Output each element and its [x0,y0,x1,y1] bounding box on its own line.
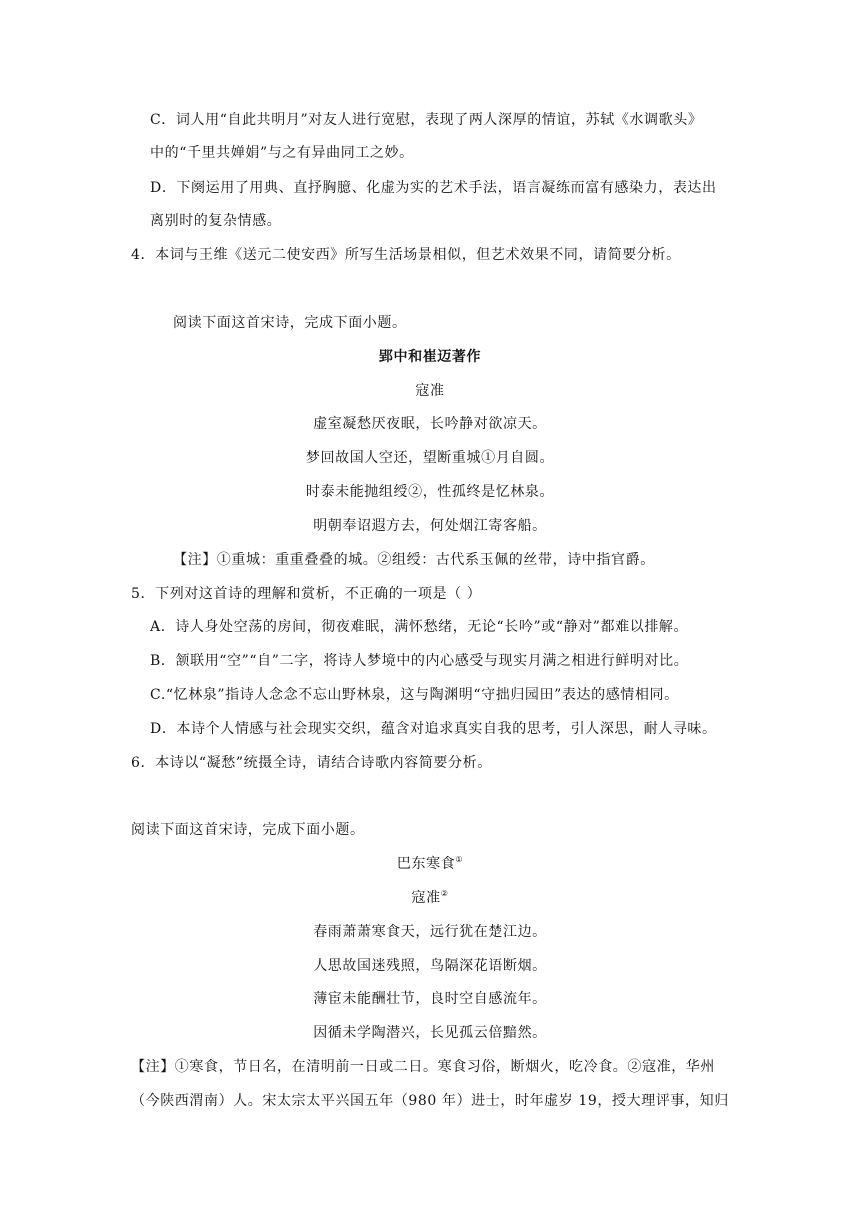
poem-verse: 虚室凝愁厌夜眠，长吟静对欲凉天。 [313,416,547,432]
question-5: 5．下列对这首诗的理解和赏析，不正确的一项是（ ） [131,586,482,602]
poem-author: 寇准 [415,383,445,399]
poem-verse: 薄宦未能酬壮节，良时空自感流年。 [313,991,547,1007]
poem-verse: 人思故国迷残照，鸟隔深花语断烟。 [313,958,547,974]
option-d: D．本诗个人情感与社会现实交织，蕴含对追求真实自我的思考，引人深思，耐人寻味。 [150,721,717,737]
option-d-line-1: D．下阕运用了用典、直抒胸臆、化虚为实的艺术手法，语言凝练而富有感染力，表达出 [150,180,717,196]
option-a: A．诗人身处空荡的房间，彻夜难眠，满怀愁绪，无论“长吟”或“静对”都难以排解。 [150,619,689,635]
poem-verse: 春雨萧萧寒食天，远行犹在楚江边。 [313,924,547,940]
option-c-line-1: C．词人用“自此共明月”对友人进行宽慰，表现了两人深厚的情谊，苏轼《水调歌头》 [150,112,703,128]
poem-author [0,888,860,908]
poem-note-line-2: （今陕西渭南）人。宋太宗太平兴国五年（980 年）进士，时年虚岁 19，授大理评事，知归 [131,1093,729,1109]
poem-title-text: 巴东寒食 [396,856,456,872]
poem-note: 【注】①重城：重重叠叠的城。②组绶：古代系玉佩的丝带，诗中指官爵。 [173,552,655,568]
poem-verse: 因循未学陶潜兴，长见孤云倍黯然。 [313,1025,547,1041]
reading-intro: 阅读下面这首宋诗，完成下面小题。 [131,822,365,838]
option-d-line-2: 离别时的复杂情感。 [150,213,282,229]
footnote-mark: ② [440,889,449,898]
poem-author-text: 寇准 [411,890,441,906]
poem-title [0,854,860,874]
option-b: B．颔联用“空”“自”二字，将诗人梦境中的内心感受与现实月满之相进行鲜明对比。 [150,653,689,669]
reading-intro: 阅读下面这首宋诗，完成下面小题。 [173,315,407,331]
poem-title: 郢中和崔迈著作 [378,349,482,365]
option-c-line-2: 中的“千里共婵娟”与之有异曲同工之妙。 [150,145,414,161]
question-4: 4．本词与王维《送元二使安西》所写生活场景相似，但艺术效果不同，请简要分析。 [131,247,681,263]
question-6: 6．本诗以“凝愁”统摄全诗，请结合诗歌内容简要分析。 [131,755,492,771]
option-c: C.“忆林泉”指诗人念念不忘山野林泉，这与陶渊明“守拙归园田”表达的感情相同。 [150,687,679,703]
footnote-mark: ① [455,855,464,864]
poem-verse: 梦回故国人空还，望断重城①月自圆。 [305,450,555,466]
poem-verse: 时泰未能抛组绶②，性孤终是忆林泉。 [305,484,555,500]
poem-verse: 明朝奉诏遐方去，何处烟江寄客船。 [313,518,547,534]
poem-note-line-1: 【注】①寒食，节日名，在清明前一日或二日。寒食习俗，断烟火，吃冷食。②寇准，华州 [131,1059,715,1075]
